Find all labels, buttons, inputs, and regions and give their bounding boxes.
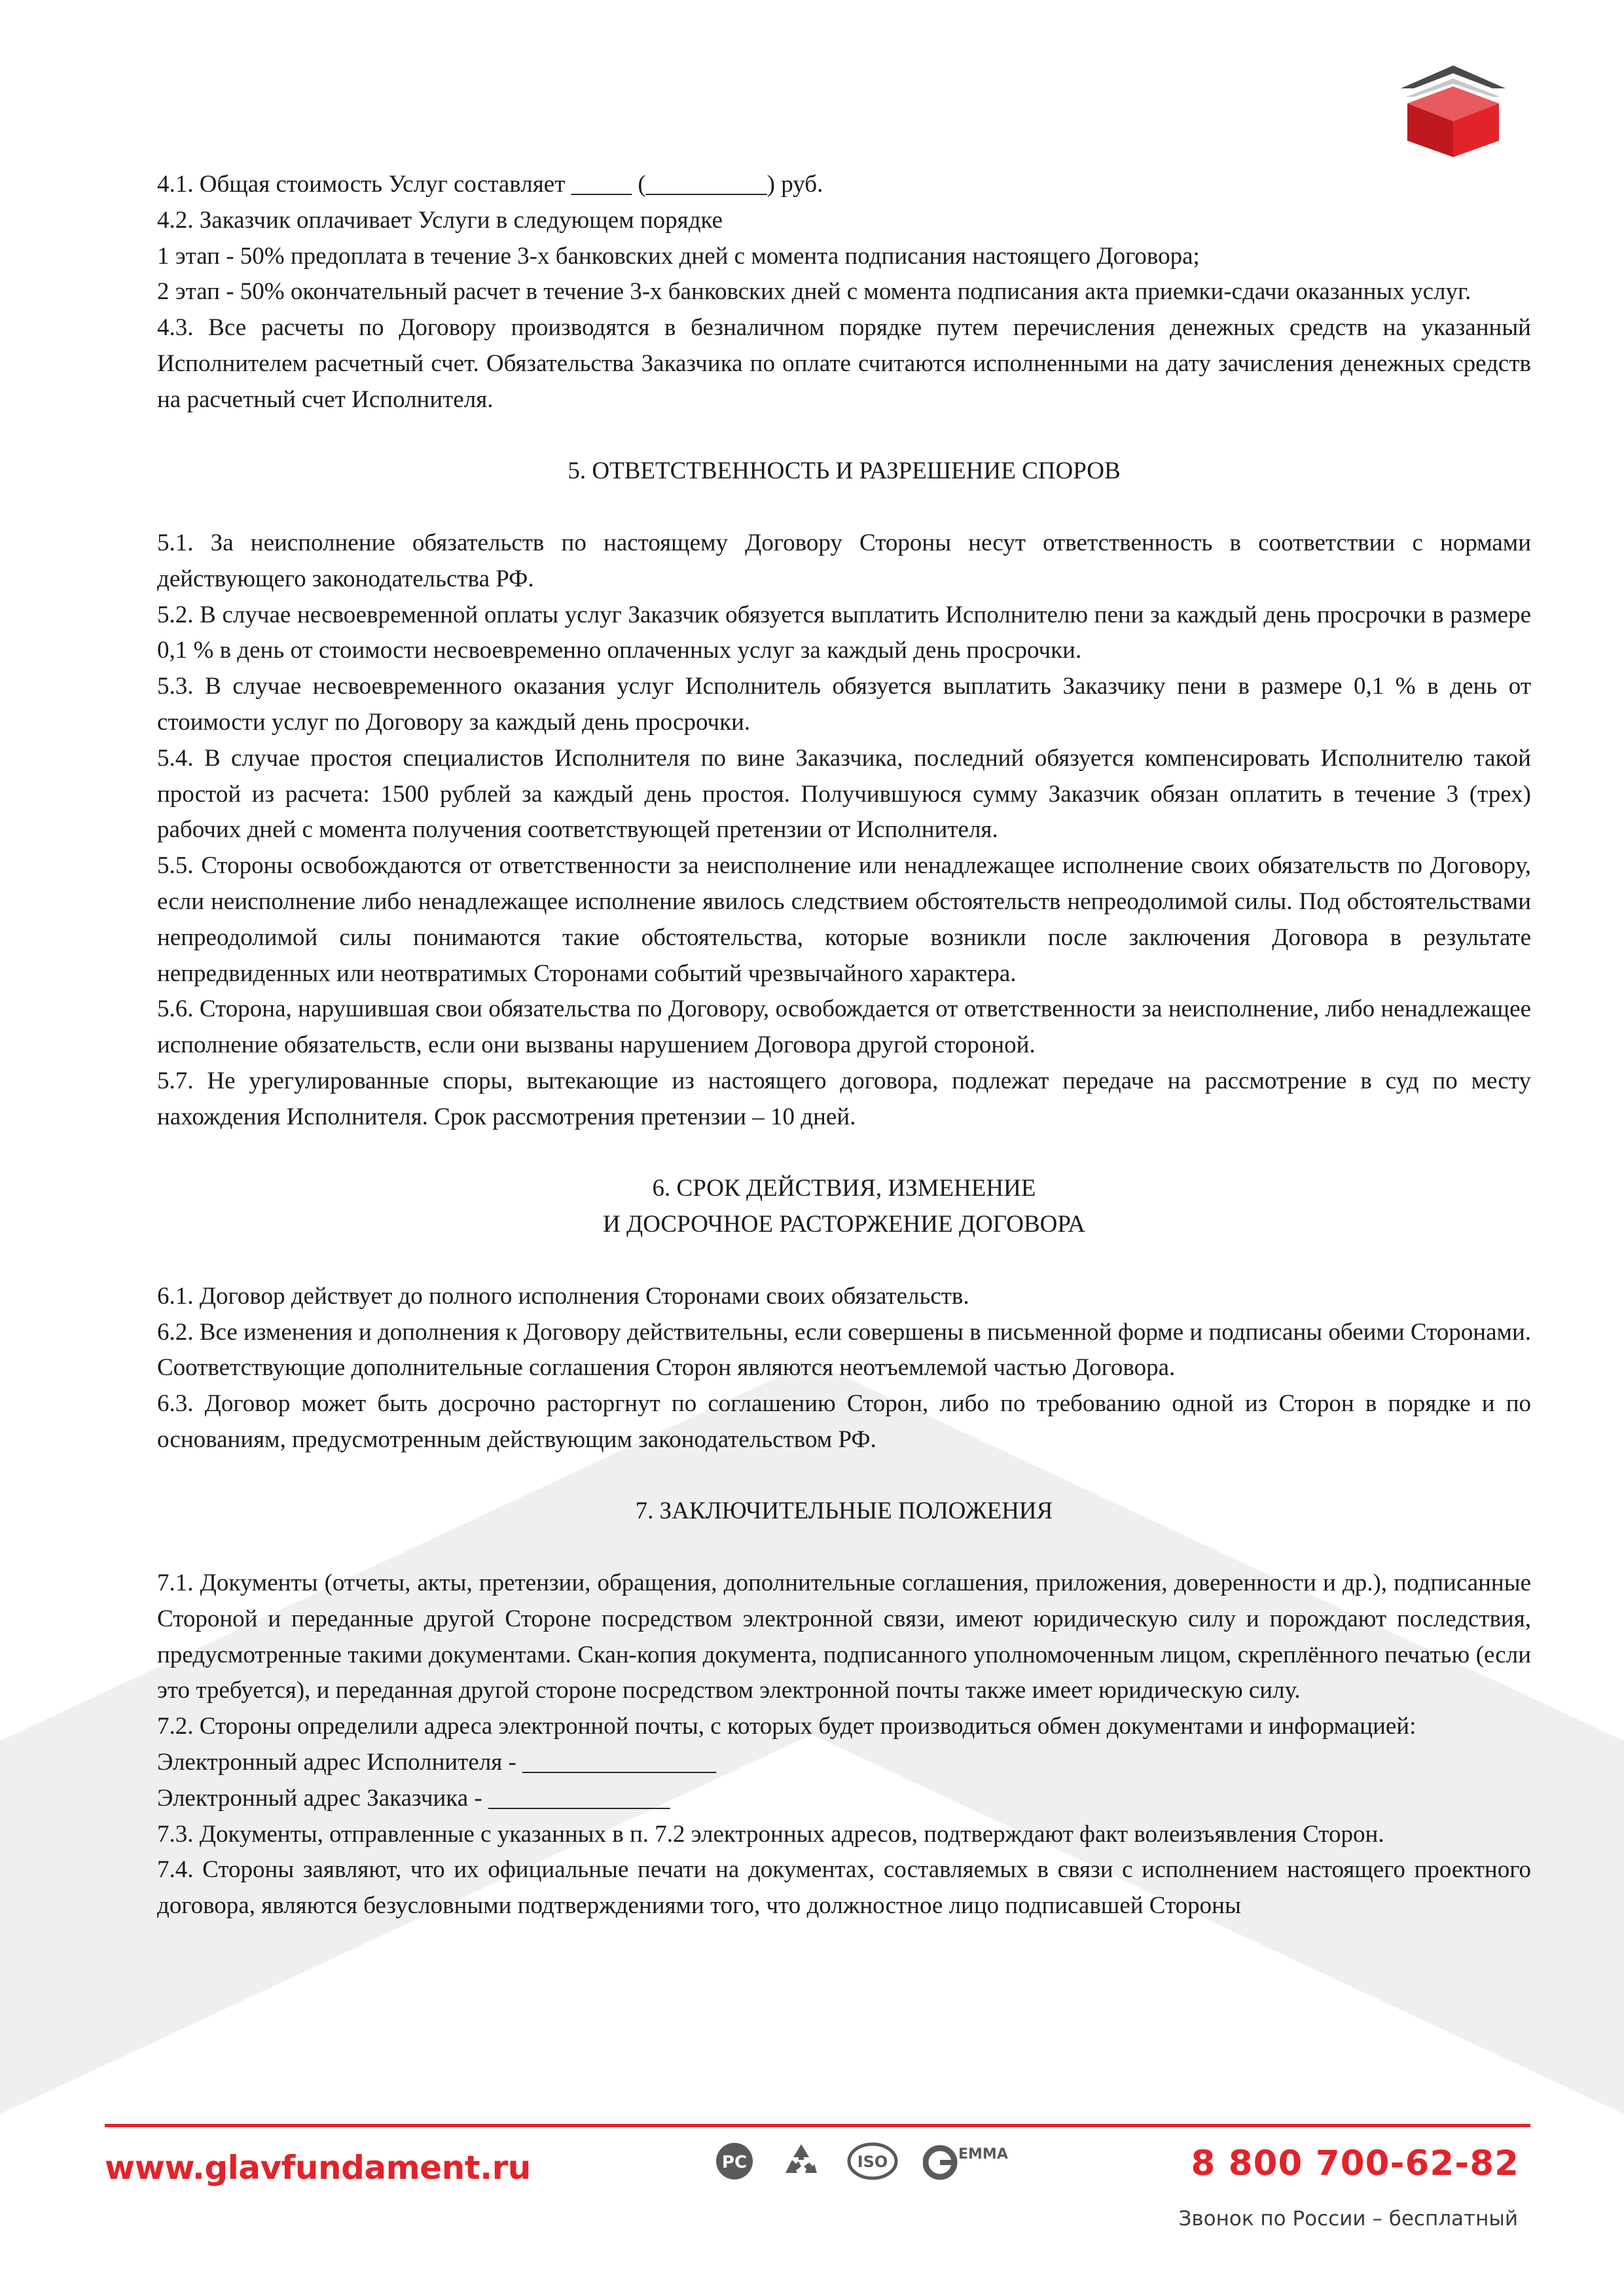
footer-phone-number[interactable]: 8 800 700-62-82 bbox=[1191, 2144, 1519, 2183]
footer-phone-note: Звонок по России – бесплатный bbox=[1178, 2207, 1518, 2231]
paragraph-7-1: 7.1. Документы (отчеты, акты, претензии, обращения, дополнительные соглашения, приложения, доверенности и др.), подписанные Стороной и переданные другой Стороне посредством электронной связи, имеют юридическую силу и порождают последствия, предусмотренные такими документами. Скан-копия документа, подписанного уполномоченным лицом, скреплённого печатью (если это требуется), и переданная другой стороне посредством электронной почты также имеет юридическую силу. bbox=[157, 1570, 1531, 1704]
paragraph-5-3: 5.3. В случае несвоевременного оказания услуг Исполнитель обязуется выплатить Заказчику пени в размере 0,1 % в день от стоимости услуг по Договору за каждый день просрочки. bbox=[157, 673, 1531, 736]
paragraph-5-6: 5.6. Сторона, нарушившая свои обязательства по Договору, освобождается от ответственности за неисполнение, либо ненадлежащее исполнение обязательств, если они вызваны нарушением Договора другой стороной. bbox=[157, 996, 1531, 1059]
section-6-paragraphs bbox=[157, 1279, 1531, 1458]
footer-website-link[interactable]: www.glavfundament.ru bbox=[105, 2149, 531, 2187]
section-6-title bbox=[157, 1171, 1531, 1243]
document-body bbox=[157, 167, 1531, 1924]
section-7-paragraphs bbox=[157, 1566, 1531, 1924]
email-executor-line: Электронный адрес Исполнителя - ________________ bbox=[157, 1749, 717, 1776]
paragraph-6-3: 6.3. Договор может быть досрочно расторгнут по соглашению Сторон, либо по требованию одной из Сторон в порядке и по основаниям, предусмотренным действующим законодательством РФ. bbox=[157, 1390, 1531, 1453]
svg-text:PC: PC bbox=[721, 2153, 748, 2172]
paragraph-stage-2: 2 этап - 50% окончательный расчет в течение 3-х банковских дней с момента подписания акта приемки-сдачи оказанных услуг. bbox=[157, 278, 1471, 306]
ros-certification-icon bbox=[713, 2140, 755, 2182]
paragraph-4-3: 4.3. Все расчеты по Договору производятся в безналичном порядке путем перечисления денежных средств на указанный Исполнителем расчетный счет. Обязательства Заказчика по оплате считаются исполненными на дату зачисления денежных средств на расчетный счет Исполнителя. bbox=[157, 314, 1531, 413]
paragraph-6-2: 6.2. Все изменения и дополнения к Договору действительны, если совершены в письменной форме и подписаны обеими Сторонами. Соответствующие дополнительные соглашения Сторон являются неотъемлемой частью Договора. bbox=[157, 1318, 1531, 1382]
section-6-title-line-1: 6. СРОК ДЕЙСТВИЯ, ИЗМЕНЕНИЕ bbox=[652, 1175, 1036, 1202]
section-7-title: 7. ЗАКЛЮЧИТЕЛЬНЫЕ ПОЛОЖЕНИЯ bbox=[635, 1498, 1053, 1525]
email-customer-line: Электронный адрес Заказчика - _______________ bbox=[157, 1784, 670, 1812]
paragraph-5-7: 5.7. Не урегулированные споры, вытекающие из настоящего договора, подлежат передаче на рассмотрение в суд по месту нахождения Исполнителя. Срок рассмотрения претензии – 10 дней. bbox=[157, 1067, 1531, 1130]
paragraph-5-5: 5.5. Стороны освобождаются от ответственности за неисполнение или ненадлежащее исполнение своих обязательств по Договору, если неисполнение либо ненадлежащее исполнение явилось следствием обстоятельств непреодолимой силы. Под обстоятельствами непреодолимой силы понимаются такие обстоятельства, которые возникли после заключения Договора в результате непредвиденных или неотвратимых Сторонами событий чрезвычайного характера. bbox=[157, 852, 1531, 987]
section-5-paragraphs bbox=[157, 526, 1531, 1136]
paragraph-stage-1: 1 этап - 50% предоплата в течение 3-х банковских дней с момента подписания настоящего Договора; bbox=[157, 242, 1200, 270]
certification-icons bbox=[713, 2140, 1008, 2182]
section-6-title-line-2: И ДОСРОЧНОЕ РАСТОРЖЕНИЕ ДОГОВОРА bbox=[603, 1211, 1085, 1238]
gemma-label: EMMA bbox=[958, 2146, 1008, 2162]
footer-divider bbox=[105, 2124, 1530, 2127]
iso-icon bbox=[847, 2140, 898, 2182]
gemma-icon bbox=[923, 2140, 1008, 2182]
paragraph-6-1: 6.1. Договор действует до полного исполнения Сторонами своих обязательств. bbox=[157, 1282, 969, 1310]
paragraph-5-4: 5.4. В случае простоя специалистов Исполнителя по вине Заказчика, последний обязуется компенсировать Исполнителю такой простой из расчета: 1500 рублей за каждый день простоя. Получившуюся сумму Заказчик обязан оплатить в течение 3 (трех) рабочих дней с момента получения соответствующей претензии от Исполнителя. bbox=[157, 744, 1531, 844]
paragraph-4-2: 4.2. Заказчик оплачивает Услуги в следующем порядке bbox=[157, 206, 723, 234]
iso-label: ISO bbox=[857, 2153, 888, 2171]
paragraph-7-2: 7.2. Стороны определили адреса электронной почты, с которых будет производиться обмен документами и информацией: bbox=[157, 1713, 1416, 1740]
paragraph-5-1: 5.1. За неисполнение обязательств по настоящему Договору Стороны несут ответственность в соответствии с нормами действующего законодательства РФ. bbox=[157, 529, 1531, 592]
section-5-title: 5. ОТВЕТСТВЕННОСТЬ И РАЗРЕШЕНИЕ СПОРОВ bbox=[568, 457, 1121, 485]
paragraph-4-1: 4.1. Общая стоимость Услуг составляет _____ (__________) руб. bbox=[157, 171, 823, 198]
paragraph-7-4: 7.4. Стороны заявляют, что их официальные печати на документах, составляемых в связи с исполнением настоящего проектного договора, являются безусловными подтверждениями того, что должностное лицо подписавшей Стороны bbox=[157, 1856, 1531, 1920]
paragraph-5-2: 5.2. В случае несвоевременной оплаты услуг Заказчик обязуется выплатить Исполнителю пени за каждый день просрочки в размере 0,1 % в день от стоимости несвоевременно оплаченных услуг за каждый день просрочки. bbox=[157, 601, 1531, 664]
paragraph-7-3: 7.3. Документы, отправленные с указанных в п. 7.2 электронных адресов, подтверждают факт волеизъявления Сторон. bbox=[157, 1820, 1384, 1848]
recycling-icon bbox=[780, 2140, 822, 2182]
section-4-paragraphs bbox=[157, 167, 1531, 418]
company-logo bbox=[1388, 52, 1519, 164]
